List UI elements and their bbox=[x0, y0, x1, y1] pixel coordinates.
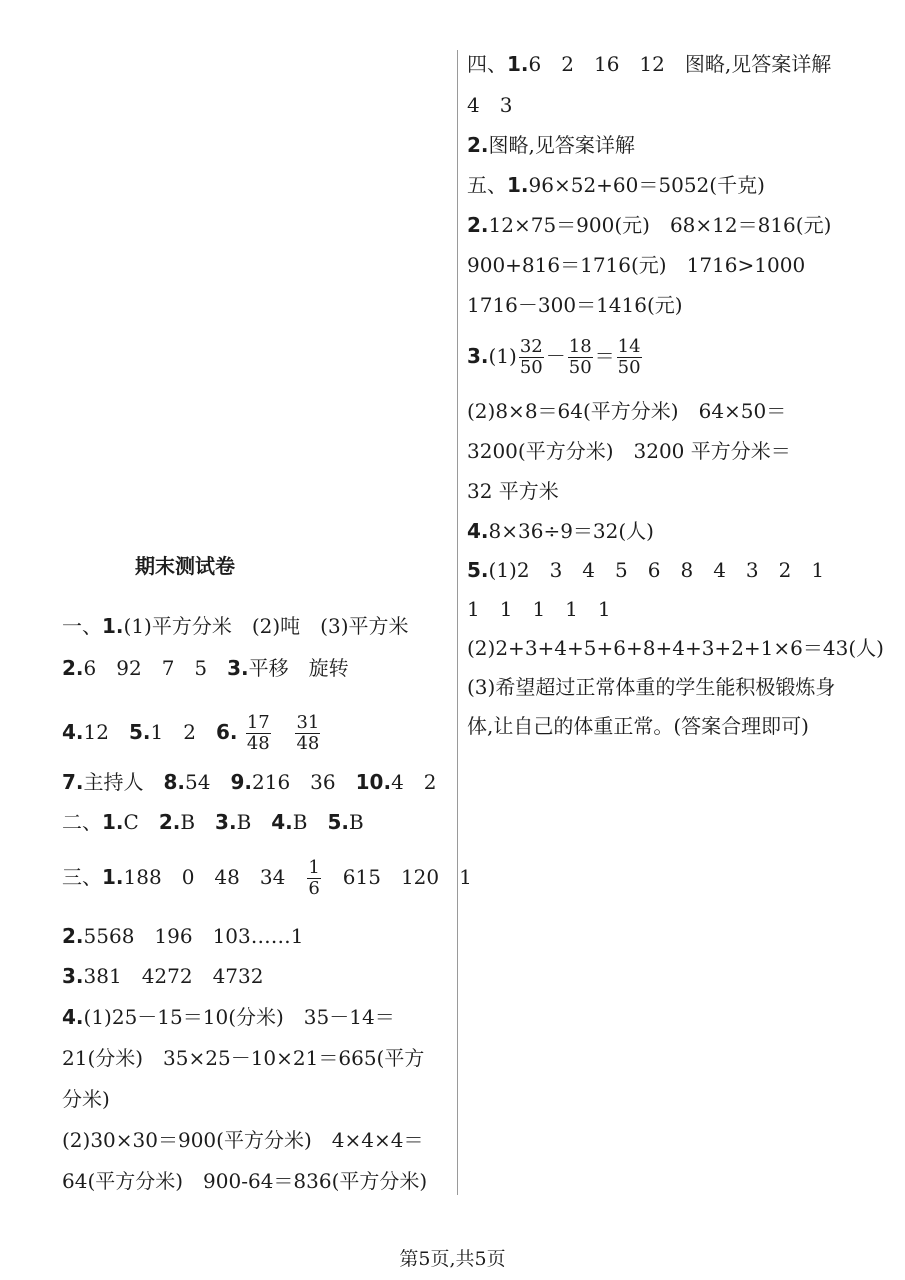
answer-line bbox=[62, 1003, 395, 1031]
answer-text: 21(分米) 35×25－10×21＝665(平方 bbox=[62, 1046, 425, 1070]
answer-text: (2)30×30＝900(平方分米) 4×4×4＝ bbox=[62, 1128, 424, 1152]
operator: ＝ bbox=[594, 344, 615, 368]
question-number: 4. bbox=[62, 1005, 84, 1029]
question-number: 1. bbox=[507, 173, 529, 197]
section-number: 四、 bbox=[467, 52, 507, 76]
question-number: 3. bbox=[227, 656, 249, 680]
answer-line bbox=[467, 556, 824, 584]
denominator: 50 bbox=[617, 357, 641, 378]
question-number: 2. bbox=[158, 810, 181, 834]
answer-line bbox=[62, 808, 364, 836]
question-number: 1. bbox=[102, 614, 124, 638]
answer-text: 1 1 1 1 1 bbox=[467, 597, 611, 621]
answer-line bbox=[62, 855, 472, 899]
question-number: 2. bbox=[62, 924, 84, 948]
answer-text: 1 2 bbox=[150, 720, 216, 744]
answer-text: 8×36÷9＝32(人) bbox=[488, 519, 654, 543]
answer-text: 216 36 bbox=[252, 770, 356, 794]
answer-text: (1) bbox=[488, 344, 517, 368]
answer-line bbox=[467, 397, 786, 425]
answer-text: 12×75＝900(元) 68×12＝816(元) bbox=[488, 213, 832, 237]
answer-text: (2)2+3+4+5+6+8+4+3+2+1×6＝43(人) bbox=[467, 636, 884, 660]
denominator: 6 bbox=[308, 878, 320, 899]
denominator: 48 bbox=[246, 733, 270, 754]
answer-line bbox=[62, 654, 349, 682]
numerator: 17 bbox=[246, 712, 270, 733]
question-number: 2. bbox=[62, 656, 84, 680]
answer-text: 64(平方分米) 900-64＝836(平方分米) bbox=[62, 1169, 428, 1193]
answer-line bbox=[467, 131, 635, 159]
answer-text: B bbox=[292, 810, 328, 834]
answer-text: 平移 旋转 bbox=[248, 656, 349, 680]
answer-line bbox=[467, 211, 831, 239]
answer-text: B bbox=[180, 810, 216, 834]
answer-line bbox=[467, 673, 835, 701]
answer-text: B bbox=[236, 810, 272, 834]
question-number: 9. bbox=[230, 770, 252, 794]
answer-text: 12 bbox=[83, 720, 129, 744]
question-number: 5. bbox=[327, 810, 349, 834]
fraction bbox=[617, 337, 642, 378]
question-number: 5. bbox=[128, 720, 151, 744]
question-number: 6. bbox=[215, 720, 238, 744]
question-number: 10. bbox=[355, 770, 392, 794]
answer-text: (2)8×8＝64(平方分米) 64×50＝ bbox=[467, 399, 787, 423]
answer-line bbox=[467, 437, 791, 465]
fraction bbox=[568, 337, 593, 378]
question-number: 1. bbox=[507, 52, 529, 76]
answer-text: 188 0 48 34 bbox=[123, 865, 306, 889]
numerator: 32 bbox=[519, 336, 543, 357]
fraction bbox=[295, 713, 320, 754]
question-number: 4. bbox=[467, 519, 489, 543]
answer-line bbox=[467, 477, 559, 505]
question-number: 3. bbox=[215, 810, 237, 834]
answer-line bbox=[467, 91, 512, 119]
fraction bbox=[307, 858, 320, 899]
numerator: 1 bbox=[308, 857, 320, 878]
answer-text: 32 平方米 bbox=[467, 479, 559, 503]
answer-line bbox=[467, 712, 809, 740]
answer-text: (3)希望超过正常体重的学生能积极锻炼身 bbox=[467, 675, 836, 699]
answer-text: (1)2 3 4 5 6 8 4 3 2 1 bbox=[488, 558, 825, 582]
answer-text: 900+816＝1716(元) 1716>1000 bbox=[467, 253, 806, 277]
answer-text: (1)25－15＝10(分米) 35－14＝ bbox=[83, 1005, 395, 1029]
numerator: 14 bbox=[617, 336, 641, 357]
answer-text: C bbox=[123, 810, 159, 834]
answer-text: 381 4272 4732 bbox=[83, 964, 264, 988]
answer-text: 图略,见答案详解 bbox=[488, 133, 635, 157]
answer-text: 6 2 16 12 图略,见答案详解 bbox=[528, 52, 832, 76]
answer-line bbox=[62, 922, 304, 950]
page-footer: 第5页,共5页 bbox=[399, 1248, 506, 1270]
answer-line bbox=[467, 291, 683, 319]
fraction bbox=[246, 713, 271, 754]
answer-line bbox=[62, 1167, 427, 1195]
answer-text: 615 120 1 bbox=[322, 865, 472, 889]
answer-line bbox=[62, 1044, 424, 1072]
answer-line bbox=[62, 1085, 110, 1113]
question-number: 2. bbox=[467, 213, 489, 237]
question-number: 5. bbox=[467, 558, 489, 582]
section-number: 二、 bbox=[62, 810, 102, 834]
question-number: 4. bbox=[271, 810, 293, 834]
question-number: 7. bbox=[62, 770, 84, 794]
question-number: 1. bbox=[102, 865, 124, 889]
section-number: 一、 bbox=[62, 614, 102, 638]
answer-line bbox=[62, 712, 322, 752]
answer-line bbox=[467, 50, 831, 78]
answer-line bbox=[467, 517, 654, 545]
column-divider bbox=[457, 50, 458, 1195]
denominator: 50 bbox=[519, 357, 543, 378]
answer-text: 96×52+60＝5052(千克) bbox=[528, 173, 765, 197]
answer-line bbox=[467, 171, 765, 199]
answer-text: 分米) bbox=[62, 1087, 110, 1111]
answer-text: 1716－300＝1416(元) bbox=[467, 293, 683, 317]
answer-line bbox=[62, 612, 409, 640]
answer-line bbox=[467, 251, 805, 279]
answer-text: 3200(平方分米) 3200 平方分米＝ bbox=[467, 439, 791, 463]
question-number: 2. bbox=[467, 133, 489, 157]
question-number: 4. bbox=[62, 720, 84, 744]
answer-line bbox=[62, 962, 264, 990]
answer-text: 6 92 7 5 bbox=[83, 656, 228, 680]
answer-line bbox=[62, 768, 437, 796]
numerator: 31 bbox=[296, 712, 320, 733]
answer-text: (1)平方分米 (2)吨 (3)平方米 bbox=[123, 614, 409, 638]
numerator: 18 bbox=[568, 336, 592, 357]
operator: － bbox=[545, 344, 566, 368]
answer-line bbox=[467, 634, 884, 662]
answer-line bbox=[62, 1126, 423, 1154]
answer-text: 4 3 bbox=[467, 93, 513, 117]
answer-text: B bbox=[349, 810, 364, 834]
denominator: 50 bbox=[568, 357, 592, 378]
question-number: 8. bbox=[163, 770, 186, 794]
fraction bbox=[519, 337, 544, 378]
section-title: 期末测试卷 bbox=[135, 554, 235, 578]
answer-text: 4 2 bbox=[391, 770, 437, 794]
section-number: 三、 bbox=[62, 865, 102, 889]
question-number: 3. bbox=[62, 964, 84, 988]
section-number: 五、 bbox=[467, 173, 507, 197]
answer-text: 主持人 bbox=[83, 770, 164, 794]
denominator: 48 bbox=[296, 733, 320, 754]
question-number: 1. bbox=[102, 810, 124, 834]
answer-line bbox=[467, 595, 611, 623]
question-number: 3. bbox=[467, 344, 489, 368]
answer-line bbox=[467, 334, 644, 378]
answer-text: 体,让自己的体重正常。(答案合理即可) bbox=[467, 714, 809, 738]
answer-text: 54 bbox=[185, 770, 231, 794]
answer-text: 5568 196 103……1 bbox=[83, 924, 304, 948]
